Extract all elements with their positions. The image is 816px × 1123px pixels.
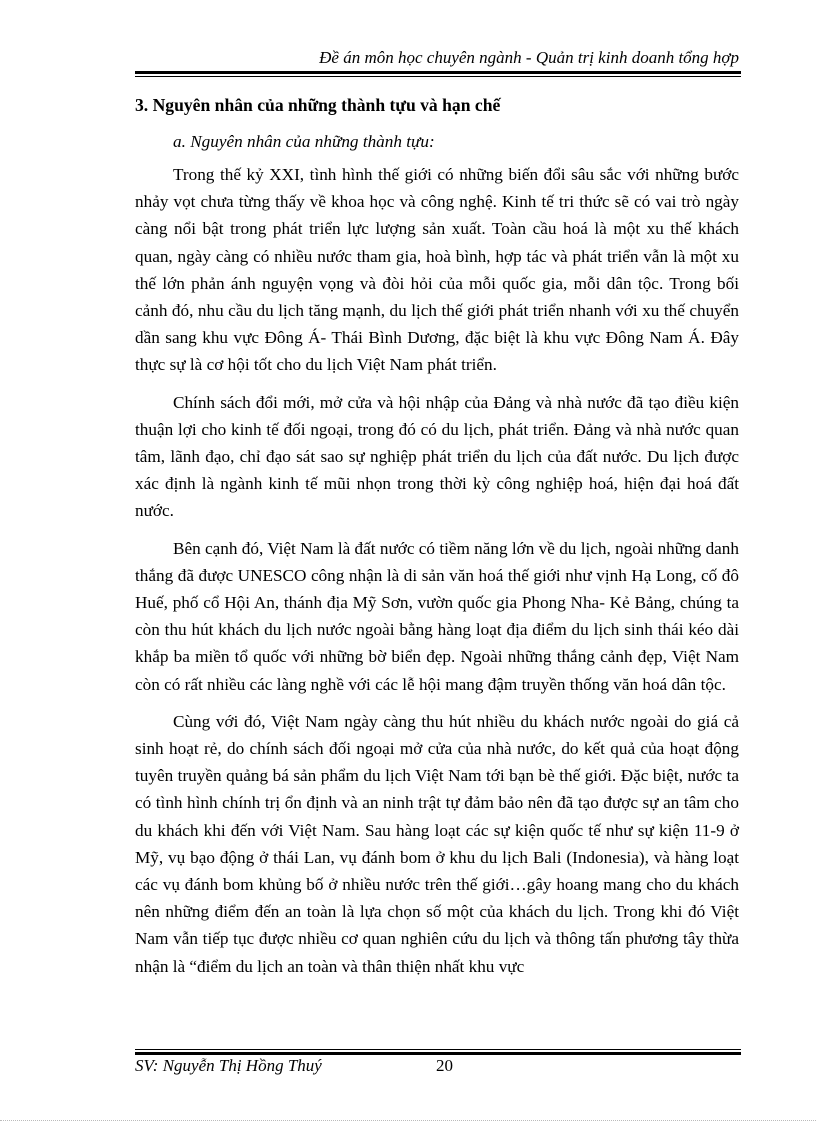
subsection-heading: a. Nguyên nhân của những thành tựu:: [173, 132, 435, 151]
section-heading: 3. Nguyên nhân của những thành tựu và hạn chế: [135, 95, 501, 115]
page-number: 20: [436, 1056, 453, 1075]
paragraph-4: Cùng với đó, Việt Nam ngày càng thu hút nhiều du khách nước ngoài do giá cả sinh hoạt rẻ, do chính sách đối ngoại mở cửa của nhà nước, do kết quả của hoạt động tuyên truyền quảng bá sản phẩm du lịch Việt Nam tới bạn bè thế giới. Đặc biệt, nước ta có tình hình chính trị ổn định và an ninh trật tự đảm bảo nên đã tạo được sự an tâm cho du khách khi đến với Việt Nam. Sau hàng loạt các sự kiện quốc tế như sự kiện 11-9 ở Mỹ, vụ bạo động ở thái Lan, vụ đánh bom ở khu du lịch Bali (Indonesia), và hàng loạt các vụ đánh bom khủng bố ở nhiều nước trên thế giới…gây hoang mang cho du khách nên những điểm đến an toàn là lựa chọn số một của khách du lịch. Trong khi đó Việt Nam vẫn tiếp tục được nhiều cơ quan nghiên cứu du lịch và thông tấn phương tây thừa nhận là “điểm du lịch an toàn và thân thiện nhất khu vực: [135, 711, 739, 976]
footer-author: SV: Nguyễn Thị Hồng Thuý: [135, 1056, 322, 1075]
paragraph-3: Bên cạnh đó, Việt Nam là đất nước có tiềm năng lớn về du lịch, ngoài những danh thắng đã được UNESCO công nhận là di sản văn hoá thế giới như vịnh Hạ Long, cố đô Huế, phố cổ Hội An, thánh địa Mỹ Sơn, vườn quốc gia Phong Nha- Kẻ Bảng, chúng ta còn thu hút khách du lịch nước ngoài bằng hàng loạt địa điểm du lịch sinh thái kéo dài khắp ba miền tổ quốc với những bờ biển đẹp. Ngoài những thắng cảnh đẹp, Việt Nam còn có rất nhiều các làng nghề với các lễ hội mang đậm truyền thống văn hoá dân tộc.: [135, 538, 739, 694]
footer-rule: [135, 1049, 741, 1055]
paragraph-2: Chính sách đổi mới, mở cửa và hội nhập của Đảng và nhà nước đã tạo điều kiện thuận lợi cho kinh tế đối ngoại, trong đó có du lịch, phát triển. Đảng và nhà nước quan tâm, lãnh đạo, chỉ đạo sát sao sự nghiệp phát triển du lịch của đất nước. Du lịch được xác định là ngành kinh tế mũi nhọn trong thời kỳ công nghiệp hoá, hiện đại hoá đất nước.: [135, 392, 739, 521]
page-edge-divider: [0, 1120, 816, 1121]
header-rule: [135, 71, 741, 77]
paragraph-1: Trong thế kỷ XXI, tình hình thế giới có những biến đổi sâu sắc với những bước nhảy vọt chưa từng thấy về khoa học và công nghệ. Kinh tế tri thức sẽ có vai trò ngày càng nổi bật trong phát triển lực lượng sản xuất. Toàn cầu hoá là một xu thế khách quan, ngày càng có nhiều nước tham gia, hoà bình, hợp tác và phát triển vẫn là một xu thế lớn phản ánh nguyện vọng và đòi hỏi của mỗi quốc gia, mỗi dân tộc. Trong bối cảnh đó, nhu cầu du lịch tăng mạnh, du lịch thế giới phát triển nhanh với xu thế chuyển dần sang khu vực Đông Á- Thái Bình Dương, đặc biệt là khu vực Đông Nam Á. Đây thực sự là cơ hội tốt cho du lịch Việt Nam phát triển.: [135, 165, 739, 375]
page-content: [135, 92, 739, 990]
running-header: Đề án môn học chuyên ngành - Quản trị kinh doanh tổng hợp: [319, 48, 739, 67]
